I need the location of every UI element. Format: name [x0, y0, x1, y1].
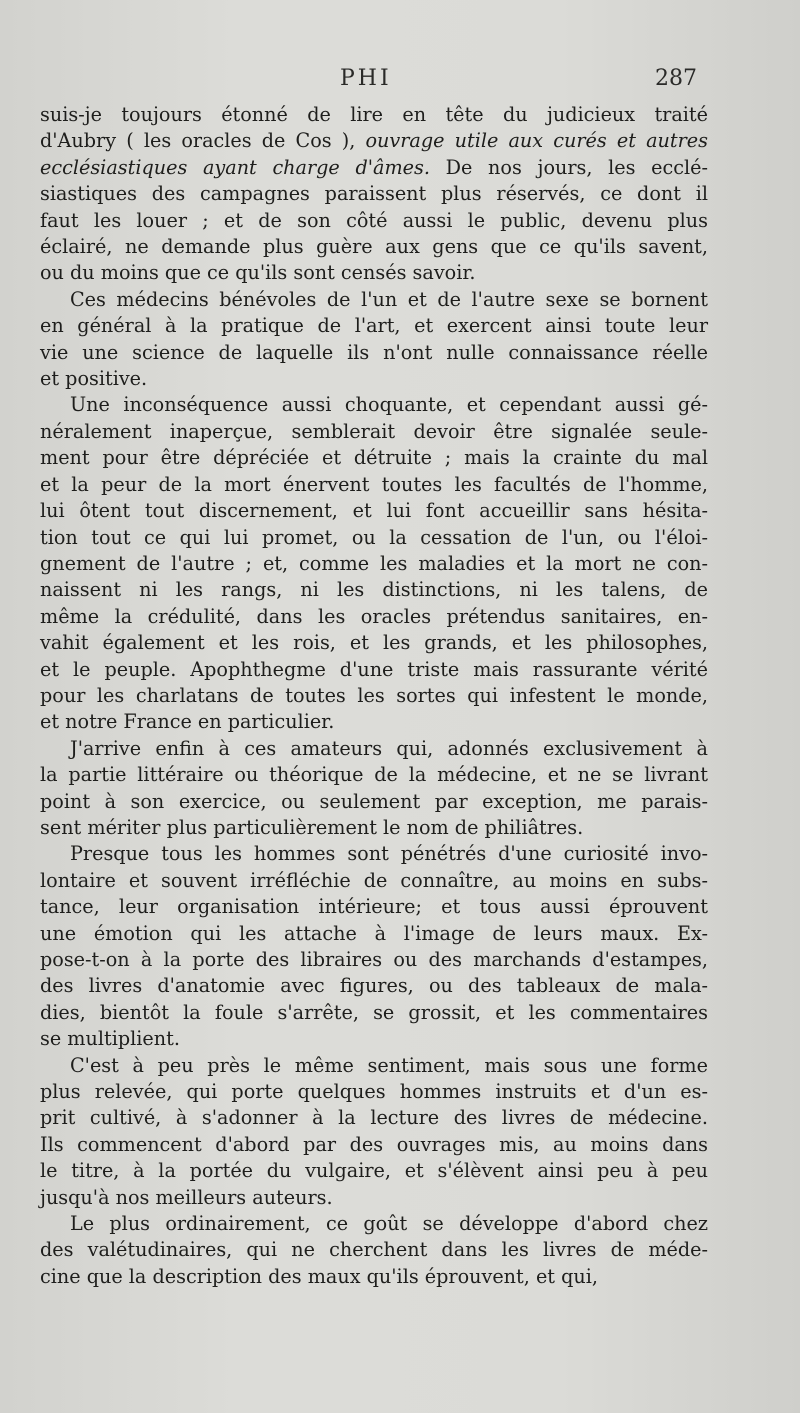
text-line: [40, 1237, 708, 1263]
text-line: [40, 102, 708, 128]
text-line: [40, 815, 708, 841]
text-line: [40, 1053, 708, 1079]
text-segment: en général à la pratique de l'art, et exercent ainsi toute leur: [40, 314, 708, 338]
paragraph: [40, 1053, 708, 1211]
text-line: [40, 128, 708, 154]
text-line: [40, 1264, 708, 1290]
text-line: [40, 657, 708, 683]
text-line: [40, 1026, 708, 1052]
text-segment: éclairé, ne demande plus guère aux gens que ce qu'ils savent,: [40, 235, 708, 259]
text-segment: ouvrage utile aux curés et autres: [365, 129, 708, 153]
text-line: [40, 789, 708, 815]
running-head: PHI: [340, 66, 392, 91]
text-segment: dies, bientôt la foule s'arrête, se grossit, et les commentaires: [40, 1000, 708, 1024]
text-segment: siastiques des campagnes paraissent plus réservés, ce dont il: [40, 182, 708, 206]
text-line: [40, 736, 708, 762]
text-segment: point à son exercice, ou seulement par exception, me parais-: [40, 789, 708, 813]
text-segment: et notre France en particulier.: [40, 710, 335, 734]
text-line: [40, 683, 708, 709]
text-segment: J'arrive enfin à ces amateurs qui, adonnés exclusivement à: [70, 736, 708, 760]
paragraph: [40, 392, 708, 735]
page-number: 287: [655, 66, 697, 91]
text-segment: faut les louer ; et de son côté aussi le public, devenu plus: [40, 208, 708, 232]
text-segment: des livres d'anatomie avec figures, ou des tableaux de mala-: [40, 974, 708, 998]
text-segment: des valétudinaires, qui ne cherchent dans les livres de méde-: [40, 1238, 708, 1262]
text-line: [40, 947, 708, 973]
text-line: [40, 577, 708, 603]
text-line: [40, 1185, 708, 1211]
text-segment: ment pour être dépréciée et détruite ; mais la crainte du mal: [40, 446, 708, 470]
text-line: [40, 1211, 708, 1237]
text-line: [40, 498, 708, 524]
text-segment: vahit également et les rois, et les grands, et les philosophes,: [40, 631, 708, 655]
text-segment: Ces médecins bénévoles de l'un et de l'autre sexe se bornent: [70, 287, 708, 311]
text-segment: jusqu'à nos meilleurs auteurs.: [40, 1185, 333, 1209]
text-segment: une émotion qui les attache à l'image de leurs maux. Ex-: [40, 921, 708, 945]
text-segment: même la crédulité, dans les oracles prétendus sanitaires, en-: [40, 604, 708, 628]
text-line: [40, 445, 708, 471]
text-segment: lontaire et souvent irréfléchie de connaître, au moins en subs-: [40, 868, 708, 892]
text-line: [40, 155, 708, 181]
text-segment: Ils commencent d'abord par des ouvrages mis, au moins dans: [40, 1132, 708, 1156]
text-line: [40, 841, 708, 867]
paragraph: [40, 736, 708, 842]
text-segment: lui ôtent tout discernement, et lui font accueillir sans hésita-: [40, 499, 708, 523]
text-segment: Presque tous les hommes sont pénétrés d'une curiosité invo-: [70, 842, 708, 866]
text-line: [40, 1158, 708, 1184]
text-segment: se multiplient.: [40, 1027, 180, 1051]
text-line: [40, 234, 708, 260]
text-line: [40, 868, 708, 894]
text-segment: néralement inaperçue, semblerait devoir être signalée seule-: [40, 419, 708, 443]
text-line: [40, 313, 708, 339]
text-segment: Une inconséquence aussi choquante, et cependant aussi gé-: [70, 393, 708, 417]
text-line: [40, 630, 708, 656]
text-segment: cine que la description des maux qu'ils éprouvent, et qui,: [40, 1264, 598, 1288]
text-line: [40, 366, 708, 392]
text-segment: plus relevée, qui porte quelques hommes instruits et d'un es-: [40, 1080, 708, 1104]
text-segment: tance, leur organisation intérieure; et tous aussi éprouvent: [40, 895, 708, 919]
text-segment: d'Aubry ( les oracles de Cos ),: [40, 129, 366, 153]
text-line: [40, 604, 708, 630]
paragraph: [40, 841, 708, 1052]
text-segment: et le peuple. Apophthegme d'une triste mais rassurante vérité: [40, 657, 708, 681]
text-line: [40, 762, 708, 788]
page-header: [0, 66, 800, 106]
text-segment: De nos jours, les ecclé-: [429, 155, 708, 179]
text-line: [40, 208, 708, 234]
text-segment: sent mériter plus particulièrement le nom de philiâtres.: [40, 815, 584, 839]
text-line: [40, 1105, 708, 1131]
text-segment: pose-t-on à la porte des libraires ou des marchands d'estampes,: [40, 948, 708, 971]
text-segment: gnement de l'autre ; et, comme les maladies et la mort ne con-: [40, 551, 708, 575]
text-line: [40, 260, 708, 286]
text-segment: et la peur de la mort énervent toutes les facultés de l'homme,: [40, 472, 708, 496]
body-text: [40, 102, 708, 1290]
paragraph: [40, 287, 708, 393]
text-line: [40, 472, 708, 498]
text-line: [40, 525, 708, 551]
text-segment: prit cultivé, à s'adonner à la lecture des livres de médecine.: [40, 1106, 708, 1130]
text-segment: suis-je toujours étonné de lire en tête du judicieux traité: [40, 103, 708, 126]
text-line: [40, 1132, 708, 1158]
text-line: [40, 551, 708, 577]
paragraph: [40, 1211, 708, 1290]
text-line: [40, 287, 708, 313]
text-segment: C'est à peu près le même sentiment, mais sous une forme: [70, 1053, 708, 1077]
text-line: [40, 921, 708, 947]
text-segment: vie une science de laquelle ils n'ont nulle connaissance réelle: [40, 340, 708, 364]
text-line: [40, 1079, 708, 1105]
text-segment: la partie littéraire ou théorique de la médecine, et ne se livrant: [40, 763, 708, 787]
text-line: [40, 1000, 708, 1026]
text-line: [40, 973, 708, 999]
paragraph: [40, 102, 708, 287]
text-segment: naissent ni les rangs, ni les distinctions, ni les talens, de: [40, 578, 708, 602]
text-line: [40, 709, 708, 735]
text-segment: le titre, à la portée du vulgaire, et s'élèvent ainsi peu à peu: [40, 1159, 708, 1183]
text-segment: tion tout ce qui lui promet, ou la cessation de l'un, ou l'éloi-: [40, 525, 708, 549]
text-segment: Le plus ordinairement, ce goût se développe d'abord chez: [70, 1212, 708, 1236]
text-segment: ecclésiastiques ayant charge d'âmes.: [40, 155, 430, 179]
text-line: [40, 419, 708, 445]
text-line: [40, 181, 708, 207]
text-line: [40, 894, 708, 920]
text-line: [40, 392, 708, 418]
text-line: [40, 340, 708, 366]
text-segment: ou du moins que ce qu'ils sont censés savoir.: [40, 261, 476, 285]
text-segment: et positive.: [40, 367, 148, 391]
text-segment: pour les charlatans de toutes les sortes qui infestent le monde,: [40, 683, 708, 707]
